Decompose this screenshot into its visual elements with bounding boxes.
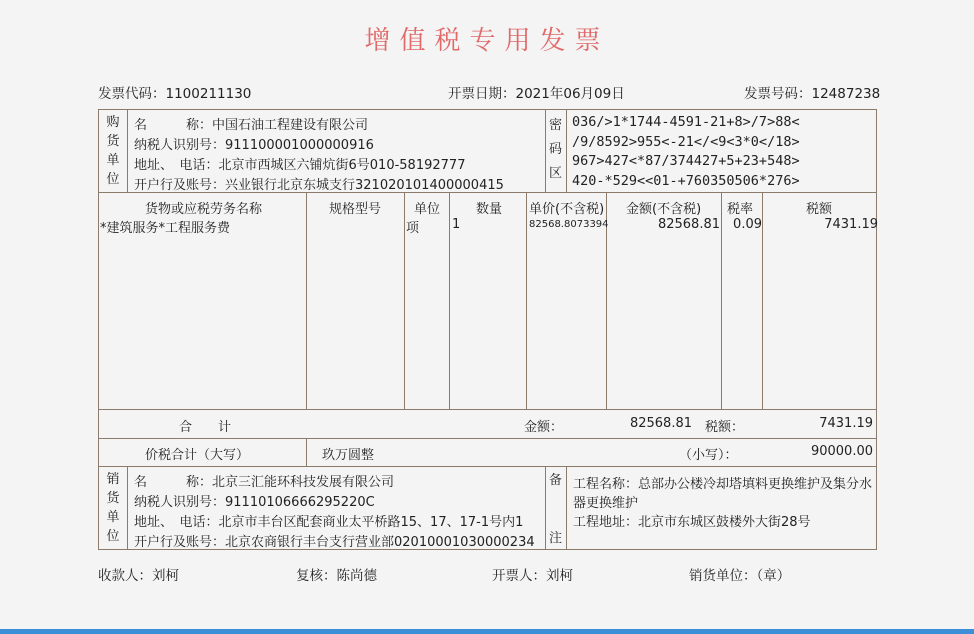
invoice-code-value: 1100211130: [165, 86, 252, 102]
cipher-line: 967>427<*87/374427+5+23+548>: [572, 153, 800, 169]
header-spec: 规格型号: [329, 202, 382, 217]
divider: [526, 192, 527, 409]
item-qty: 1: [452, 217, 461, 232]
remarks-address: 北京市东城区鼓楼外大街28号: [638, 515, 811, 530]
seller-name-row: [134, 471, 394, 490]
seller-address-label: 地址、 电话：: [134, 515, 219, 530]
buyer-bank: 兴业银行北京东城支行321020101400000415: [225, 178, 504, 193]
grand-total-label: 价税合计（大写）: [145, 448, 250, 463]
divider: [404, 192, 405, 409]
buyer-taxid: 911100001000000916: [225, 138, 374, 153]
divider: [127, 110, 128, 192]
invoice-number: [744, 82, 880, 102]
seller-name-label: 名 称：: [134, 475, 213, 490]
seller-name: 北京三汇能环科技发展有限公司: [212, 475, 395, 490]
remarks-project-row-2: 器更换维护: [573, 496, 639, 511]
cipher-text: [572, 113, 800, 191]
buyer-address-label: 地址、 电话：: [134, 158, 219, 173]
remarks-section-label: [545, 471, 566, 549]
buyer-bank-label: 开户行及账号：: [134, 178, 226, 193]
label-char: 区: [548, 166, 562, 181]
divider: [449, 192, 450, 409]
footer-payee-label: 收款人：: [98, 568, 152, 584]
totals-tax-label: 税额：: [705, 420, 745, 435]
label-char: 单: [106, 510, 120, 525]
cipher-line: 420-*529<<01-+760350506*276>: [572, 172, 800, 189]
totals-amount-label: 金额：: [524, 420, 564, 435]
grand-total-words: 玖万圆整: [322, 448, 375, 463]
label-char: 货: [106, 491, 120, 506]
seller-bank-row: [134, 531, 535, 550]
footer-payee: [98, 564, 179, 584]
header-qty: 数量: [476, 202, 503, 217]
seller-address: 北京市丰台区配套商业太平桥路15、17、17-1号内1: [218, 515, 524, 530]
seller-taxid: 91110106666295220C: [225, 495, 375, 510]
totals-tax: 7431.19: [819, 416, 873, 431]
item-price: 82568.8073394: [529, 219, 609, 230]
header-item-name: 货物或应税劳务名称: [145, 202, 263, 217]
cipher-section-label: [545, 114, 566, 186]
invoice-code: [98, 82, 251, 102]
label-char: 位: [106, 172, 120, 187]
footer-reviewer-value: 陈尚德: [336, 568, 377, 584]
item-tax: 7431.19: [824, 217, 878, 232]
divider: [99, 438, 876, 439]
buyer-address: 北京市西城区六铺炕街6号010-58192777: [218, 158, 466, 173]
buyer-name: 中国石油工程建设有限公司: [212, 118, 369, 133]
seller-taxid-label: 纳税人识别号：: [134, 495, 226, 510]
remarks-project-row: [573, 473, 872, 492]
divider: [306, 438, 307, 466]
label-char: 购: [106, 115, 120, 130]
bottom-accent-bar: [0, 629, 974, 634]
seller-address-row: [134, 511, 523, 530]
divider: [306, 192, 307, 409]
label-char: 码: [548, 142, 562, 157]
divider: [99, 409, 876, 410]
label-char: 单: [106, 153, 120, 168]
seller-taxid-row: [134, 491, 375, 510]
label-char: 备: [548, 473, 562, 488]
divider: [99, 466, 876, 467]
seller-section-label: [99, 470, 127, 546]
footer-reviewer-label: 复核：: [296, 568, 337, 584]
invoice-date-label: 开票日期：: [448, 86, 516, 102]
footer-reviewer: [296, 564, 377, 584]
invoice-code-label: 发票代码：: [98, 86, 166, 102]
remarks-project-label: 工程名称：: [573, 477, 639, 492]
seller-bank-label: 开户行及账号：: [134, 535, 226, 550]
header-unit: 单位: [414, 202, 441, 217]
header-tax: 税额: [806, 202, 833, 217]
remarks-address-label: 工程地址：: [573, 515, 639, 530]
header-amount: 金额(不含税): [626, 202, 702, 217]
item-name: *建筑服务*工程服务费: [100, 221, 231, 236]
footer-seller-stamp: 销货单位：（章）: [689, 568, 791, 584]
cipher-line: /9/8592>955<-21</<9<3*0</18>: [572, 133, 800, 150]
invoice-table: [98, 109, 877, 550]
buyer-taxid-label: 纳税人识别号：: [134, 138, 226, 153]
label-char: 销: [106, 472, 120, 487]
buyer-bank-row: [134, 174, 504, 193]
grand-total-value: 90000.00: [810, 444, 873, 459]
label-char: 位: [106, 529, 120, 544]
grand-total-small-label: （小写）：: [679, 448, 738, 463]
header-price: 单价(不含税): [529, 202, 605, 217]
footer-issuer-label: 开票人：: [492, 568, 546, 584]
remarks-project: 总部办公楼冷却塔填料更换维护及集分水: [638, 477, 873, 492]
item-rate: 0.09: [733, 217, 762, 232]
label-char: 密: [548, 118, 562, 133]
buyer-name-label: 名 称：: [134, 118, 213, 133]
divider: [566, 466, 567, 549]
invoice-number-label: 发票号码：: [744, 86, 812, 102]
invoice-number-value: 12487238: [811, 86, 881, 102]
buyer-address-row: [134, 154, 465, 173]
item-amount: 82568.81: [657, 217, 720, 232]
totals-amount: 82568.81: [629, 416, 692, 431]
totals-label: 合 计: [179, 420, 232, 435]
cipher-line: 036/>1*1744-4591-21+8>/7>88<: [572, 114, 800, 130]
footer-payee-value: 刘柯: [152, 568, 179, 584]
invoice-date-value: 2021年06月09日: [515, 86, 625, 102]
buyer-section-label: [99, 113, 127, 189]
footer-issuer-value: 刘柯: [546, 568, 573, 584]
divider: [566, 110, 567, 192]
footer-issuer: [492, 564, 573, 584]
remarks-address-row: [573, 511, 811, 530]
seller-bank: 北京农商银行丰台支行营业部02010001030000234: [225, 535, 535, 550]
header-rate: 税率: [727, 202, 754, 217]
buyer-taxid-row: [134, 134, 374, 153]
label-char: 注: [548, 531, 562, 546]
invoice-date: [448, 82, 625, 102]
invoice-title: 增值税专用发票: [364, 26, 610, 56]
buyer-name-row: [134, 114, 368, 133]
item-unit: 项: [406, 221, 420, 236]
label-char: 货: [106, 134, 120, 149]
divider: [127, 466, 128, 549]
